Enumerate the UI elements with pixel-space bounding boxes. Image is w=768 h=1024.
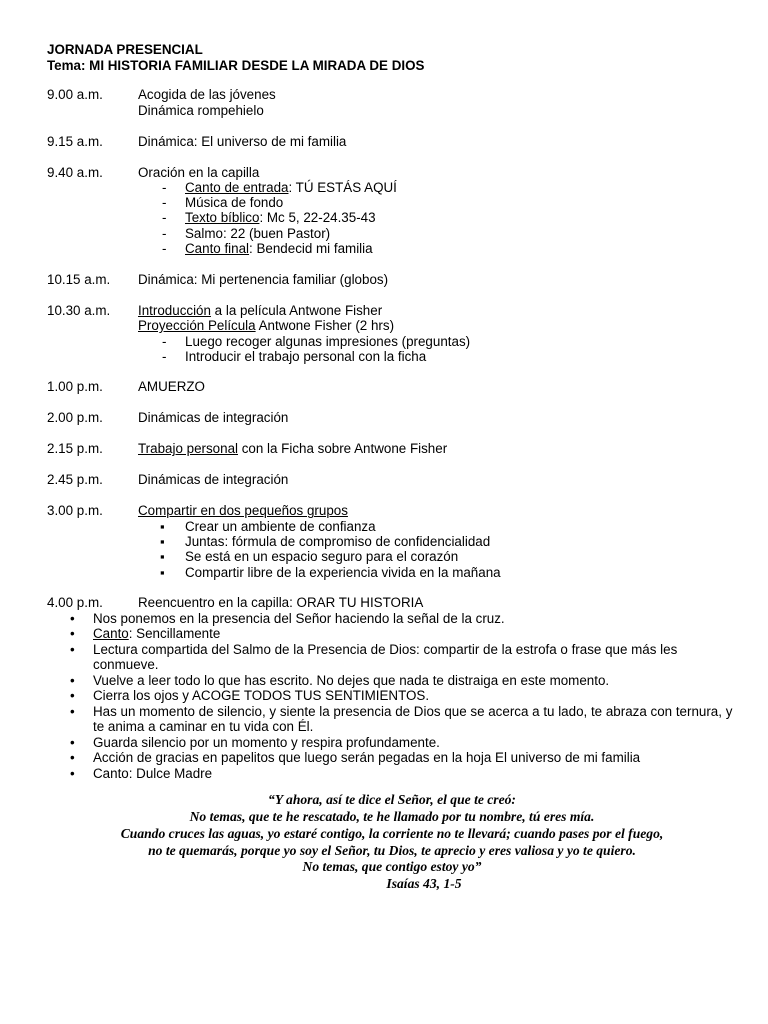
item-label: Proyección Película: [138, 318, 256, 334]
activity-line: Acogida de las jóvenes: [138, 87, 276, 102]
schedule-entry: [47, 595, 737, 611]
entry-time: 9.15 a.m.: [47, 133, 103, 149]
document-title: JORNADA PRESENCIAL: [47, 42, 203, 57]
bullet-item: • Guarda silencio por un momento y respira profundamente.: [47, 735, 737, 751]
bullet-item: [47, 626, 737, 642]
square-item: ▪ Juntas: fórmula de compromiso de confidencialidad: [138, 534, 737, 549]
activity-line: Dinámica: Mi pertenencia familiar (globos): [138, 271, 389, 287]
bullet-item: • Nos ponemos en la presencia del Señor haciendo la señal de la cruz.: [47, 611, 737, 627]
item-label: Trabajo personal: [138, 441, 238, 457]
entry-time: 2.00 p.m.: [47, 410, 103, 426]
entry-time: 2.45 p.m.: [47, 472, 103, 488]
entry-time: 1.00 p.m.: [47, 379, 103, 395]
activity-line: AMUERZO: [138, 379, 205, 395]
schedule-entry: [47, 134, 737, 150]
activity-line: Reencuentro en la capilla: ORAR TU HISTORIA: [138, 595, 424, 611]
bullet-item: • Vuelve a leer todo lo que has escrito. No dejes que nada te distraiga en este momento.: [47, 673, 737, 689]
schedule-entry: [47, 503, 737, 579]
activity-line: Dinámica rompehielo: [138, 102, 264, 118]
entry-activity: [138, 303, 737, 364]
prayer-steps-list: [47, 611, 737, 782]
bullet-item: • Lectura compartida del Salmo de la Presencia de Dios: compartir de la estrofa o frase que más les conmueve.: [47, 642, 737, 673]
bullet-item: • Canto: Dulce Madre: [47, 766, 737, 782]
dash-item: [138, 241, 737, 256]
bullet-item: • Acción de gracias en papelitos que luego serán pegadas en la hoja El universo de mi familia: [47, 750, 737, 766]
schedule-entry: [47, 272, 737, 288]
square-list: [138, 519, 737, 580]
square-item: ▪ Se está en un espacio seguro para el corazón: [138, 549, 737, 564]
activity-line: [138, 441, 737, 457]
activity-line: Dinámicas de integración: [138, 472, 289, 488]
dash-list: [138, 334, 737, 364]
item-text: con la Ficha sobre Antwone Fisher: [238, 441, 448, 457]
item-text: : Sencillamente: [128, 626, 221, 642]
schedule-entry: [47, 165, 737, 257]
quote-line: Cuando cruces las aguas, yo estaré contigo, la corriente no te llevará; cuando pases por el fuego,: [120, 825, 664, 841]
bullet-item: • Has un momento de silencio, y siente la presencia de Dios que se acerca a tu lado, te abraza con ternura, y te anima a caminar en tu vida con Él.: [47, 704, 737, 735]
document-page: [47, 42, 737, 893]
entry-activity: [138, 87, 737, 118]
schedule-entry: [47, 303, 737, 364]
entry-time: 2.15 p.m.: [47, 441, 103, 457]
entry-activity: [138, 503, 737, 579]
dash-list: [138, 180, 737, 256]
item-text: : Mc 5, 22-24.35-43: [259, 210, 376, 226]
item-text: a la película Antwone Fisher: [210, 302, 383, 318]
square-item: ▪ Crear un ambiente de confianza: [138, 519, 737, 534]
square-item: ▪ Compartir libre de la experiencia vivida en la mañana: [138, 565, 737, 580]
quote-line: “Y ahora, así te dice el Señor, el que te creó:: [268, 792, 516, 808]
item-label: Canto: [93, 626, 129, 642]
quote-reference: Isaías 43, 1-5: [386, 876, 462, 892]
item-text: : TÚ ESTÁS AQUÍ: [288, 180, 397, 195]
bullet-item: • Cierra los ojos y ACOGE TODOS TUS SENTIMIENTOS.: [47, 688, 737, 704]
entry-time: 10.30 a.m.: [47, 302, 111, 318]
activity-line: [138, 303, 737, 319]
entry-time: 4.00 p.m.: [47, 595, 103, 611]
item-text: Antwone Fisher (2 hrs): [255, 318, 395, 334]
document-theme: Tema: MI HISTORIA FAMILIAR DESDE LA MIRADA DE DIOS: [47, 58, 425, 73]
entry-activity: [138, 165, 737, 257]
dash-item: - Música de fondo: [138, 195, 737, 210]
dash-item: - Luego recoger algunas impresiones (preguntas): [138, 334, 737, 349]
item-text: : Bendecid mi familia: [249, 240, 373, 256]
schedule-entry: [47, 472, 737, 488]
activity-line: Compartir en dos pequeños grupos: [138, 503, 348, 519]
item-label: Canto final: [185, 240, 250, 256]
entry-time: 10.15 a.m.: [47, 271, 111, 287]
schedule-entry: [47, 410, 737, 426]
quote-line: No temas, que te he rescatado, te he llamado por tu nombre, tú eres mía.: [189, 809, 595, 825]
dash-item: - Salmo: 22 (buen Pastor): [138, 226, 737, 241]
item-label: Texto bíblico: [185, 210, 260, 226]
activity-line: Dinámica: El universo de mi familia: [138, 133, 347, 149]
dash-item: - Introducir el trabajo personal con la ficha: [138, 349, 737, 364]
quote-line: no te quemarás, porque yo soy el Señor, tu Dios, te aprecio y eres valiosa y yo te quiero.: [148, 842, 636, 858]
item-label: Introducción: [138, 302, 211, 318]
entry-time: 9.40 a.m.: [47, 164, 103, 180]
activity-line: Oración en la capilla: [138, 164, 260, 180]
activity-line: [138, 318, 737, 334]
quote-line: No temas, que contigo estoy yo”: [302, 859, 482, 875]
item-label: Canto de entrada: [185, 180, 289, 195]
dash-item: [138, 180, 737, 195]
schedule-entry: [47, 87, 737, 118]
activity-line: Dinámicas de integración: [138, 410, 289, 426]
entry-time: 9.00 a.m.: [47, 87, 103, 102]
bible-quote: [47, 792, 737, 893]
entry-time: 3.00 p.m.: [47, 503, 103, 519]
schedule-entry: [47, 441, 737, 457]
dash-item: [138, 210, 737, 225]
schedule-entry: [47, 379, 737, 395]
